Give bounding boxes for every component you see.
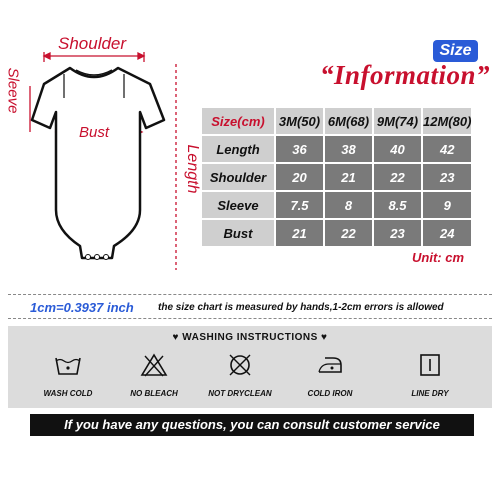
not-dryclean-icon — [225, 352, 255, 378]
row-label: Length — [202, 136, 274, 162]
table-row — [202, 192, 471, 218]
bust-label: Bust — [79, 124, 110, 141]
care-item-cold-iron — [290, 352, 370, 398]
care-item-line-dry — [390, 352, 470, 398]
care-item-no-bleach — [114, 352, 194, 398]
table-cell: 22 — [325, 220, 372, 246]
table-cell: 38 — [325, 136, 372, 162]
header-cell: 3M(50) — [276, 108, 323, 134]
header-cell: 6M(68) — [325, 108, 372, 134]
table-cell: 23 — [423, 164, 471, 190]
row-label: Bust — [202, 220, 274, 246]
table-header-row — [202, 108, 471, 134]
table-cell: 20 — [276, 164, 323, 190]
table-row — [202, 164, 471, 190]
size-badge: Size — [433, 40, 478, 62]
table-cell: 8 — [325, 192, 372, 218]
table-row — [202, 136, 471, 162]
table-cell: 22 — [374, 164, 421, 190]
table-row — [202, 220, 471, 246]
care-label: NOT DRYCLEAN — [208, 389, 272, 398]
measurement-note: the size chart is measured by hands,1-2cm errors is allowed — [158, 302, 444, 313]
header-cell: 9M(74) — [374, 108, 421, 134]
table-cell: 36 — [276, 136, 323, 162]
length-label: Length — [184, 144, 201, 194]
table-cell: 42 — [423, 136, 471, 162]
sleeve-label: Sleeve — [4, 67, 22, 114]
divider — [8, 294, 492, 296]
care-item-wash-cold — [28, 352, 108, 398]
line-dry-icon — [415, 352, 445, 378]
table-cell: 23 — [374, 220, 421, 246]
size-table — [200, 106, 473, 248]
care-item-not-dryclean — [200, 352, 280, 398]
care-label: NO BLEACH — [130, 389, 178, 398]
row-label: Shoulder — [202, 164, 274, 190]
care-label: WASH COLD — [43, 389, 93, 398]
no-bleach-icon — [139, 352, 169, 378]
header-cell: 12M(80) — [423, 108, 471, 134]
wash-cold-icon — [53, 352, 83, 378]
table-cell: 40 — [374, 136, 421, 162]
cold-iron-icon — [315, 352, 345, 378]
customer-service-banner: If you have any questions, you can consult customer service — [30, 414, 474, 436]
page-title: “Information” — [319, 60, 490, 90]
table-cell: 24 — [423, 220, 471, 246]
table-cell: 21 — [325, 164, 372, 190]
divider — [8, 318, 492, 320]
unit-label: Unit: cm — [412, 250, 464, 265]
row-label: Sleeve — [202, 192, 274, 218]
care-label: COLD IRON — [307, 389, 353, 398]
washing-title: ♥ WASHING INSTRUCTIONS ♥ — [172, 332, 328, 343]
table-cell: 21 — [276, 220, 323, 246]
table-cell: 9 — [423, 192, 471, 218]
care-label: LINE DRY — [411, 389, 449, 398]
table-cell: 7.5 — [276, 192, 323, 218]
conversion-value: 1cm=0.3937 inch — [30, 300, 134, 315]
header-cell: Size(cm) — [202, 108, 274, 134]
table-cell: 8.5 — [374, 192, 421, 218]
shoulder-label: Shoulder — [58, 34, 127, 53]
